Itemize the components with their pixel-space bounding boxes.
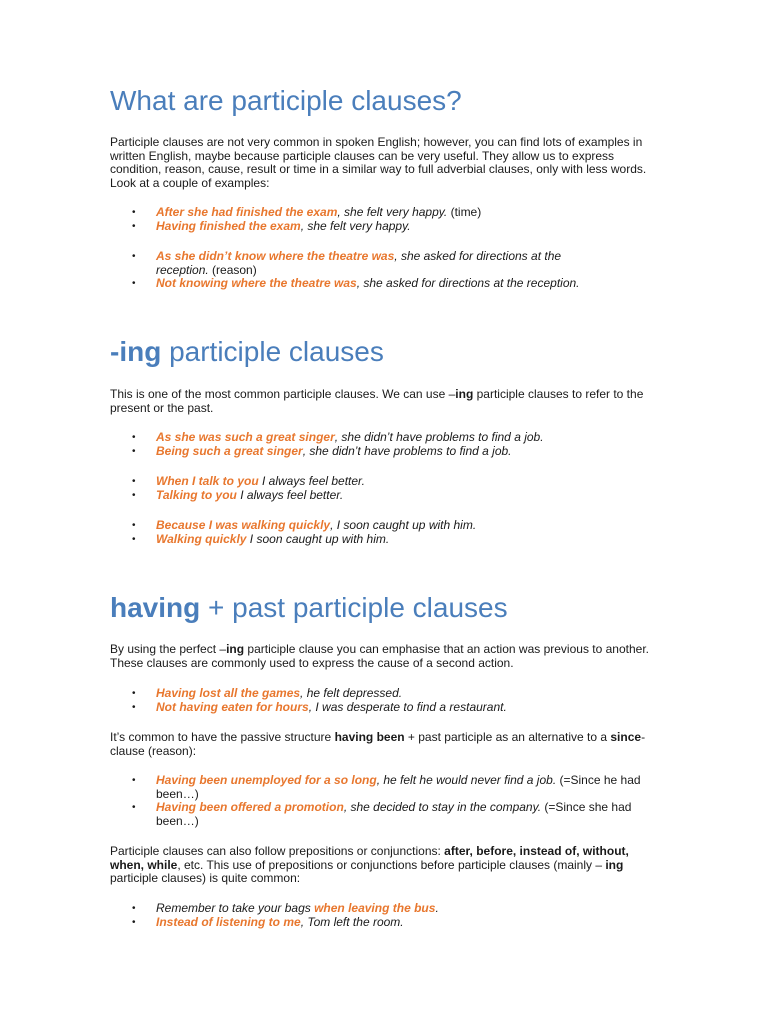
heading-rest: + past participle clauses xyxy=(200,592,508,623)
sentence-rest: I soon caught up with him. xyxy=(246,531,390,546)
bullet-icon: • xyxy=(132,489,136,501)
list-item xyxy=(110,701,662,715)
example-list-prepositions xyxy=(110,902,662,929)
prepositions-paragraph xyxy=(110,845,650,886)
bullet-icon: • xyxy=(132,207,136,218)
bullet-icon: • xyxy=(132,445,136,457)
note: (reason) xyxy=(208,262,257,277)
bold-text: ing xyxy=(605,857,624,872)
highlighted-clause: After she had finished the exam xyxy=(156,205,338,219)
highlighted-clause: when leaving the bus xyxy=(314,901,436,915)
list-item xyxy=(110,206,662,220)
example-list-having xyxy=(110,687,662,714)
example-list-walk xyxy=(110,519,662,546)
highlighted-clause: Having been offered a promotion xyxy=(156,800,344,814)
text: participle clause you can emphasise that an action was previous to another. These clauses are commonly used to express the cause of a second action. xyxy=(110,642,649,670)
example-list-reason-2 xyxy=(110,277,662,291)
heading-ing-participle-clauses xyxy=(110,337,384,368)
sentence-rest: , she asked for directions at the reception. xyxy=(156,249,562,277)
bullet-icon: • xyxy=(132,278,136,289)
bullet-icon: • xyxy=(132,701,136,713)
example-list-reason xyxy=(110,250,580,277)
bullet-icon: • xyxy=(132,520,136,531)
bullet-icon: • xyxy=(132,688,136,699)
heading-rest: participle clauses xyxy=(161,336,384,367)
sentence-rest: I always feel better. xyxy=(258,474,365,488)
list-item xyxy=(110,916,662,930)
heading-participle-clauses: What are participle clauses? xyxy=(110,85,462,116)
highlighted-clause: Walking quickly xyxy=(156,531,247,546)
bullet-icon: • xyxy=(132,775,136,786)
heading-bold: having xyxy=(110,592,201,623)
list-item xyxy=(110,519,662,533)
text: Participle clauses can also follow prepositions or conjunctions: xyxy=(110,844,445,858)
bullet-icon: • xyxy=(132,220,136,232)
highlighted-clause: Not knowing where the theatre was xyxy=(156,276,357,290)
text: + past participle as an alternative to a xyxy=(404,730,611,744)
highlighted-clause: Because I was walking quickly xyxy=(156,518,331,532)
list-item xyxy=(110,774,662,801)
bullet-icon: • xyxy=(132,432,136,443)
text: -clause (reason): xyxy=(110,730,646,758)
bold-text: since xyxy=(610,730,642,744)
sentence-rest: I always feel better. xyxy=(236,487,344,502)
example-list-talk xyxy=(110,475,662,502)
list-item xyxy=(110,250,580,277)
highlighted-clause: As she was such a great singer xyxy=(156,430,335,444)
list-item xyxy=(110,431,662,445)
list-item xyxy=(110,489,662,503)
sentence-rest: , she asked for directions at the reception. xyxy=(356,276,580,290)
highlighted-clause: Having finished the exam xyxy=(156,218,301,233)
list-item xyxy=(110,687,662,701)
highlighted-clause: As she didn’t know where the theatre was xyxy=(156,249,395,263)
bold-text: after, before, instead of, without, when, while xyxy=(110,844,629,872)
bullet-icon: • xyxy=(132,916,136,928)
note: (time) xyxy=(447,205,482,219)
note: (=Since she had been…) xyxy=(156,800,632,828)
bullet-icon: • xyxy=(132,533,136,545)
sentence-rest: . xyxy=(435,901,439,915)
note: (=Since he had been…) xyxy=(156,773,641,801)
highlighted-clause: When I talk to you xyxy=(156,474,259,488)
intro-paragraph: Participle clauses are not very common in spoken English; however, you can find lots of examples in written English, maybe because participle clauses can be very useful. They allow us to express condition, reason, cause, result or time in a similar way to full adverbial clauses, only with less words. Look at a couple of examples: xyxy=(110,135,647,190)
sentence-rest: , I soon caught up with him. xyxy=(330,518,477,532)
list-item xyxy=(110,801,662,828)
passive-paragraph xyxy=(110,731,662,758)
example-list-time xyxy=(110,206,662,233)
list-item xyxy=(110,445,662,459)
sentence-rest: , she didn’t have problems to find a job. xyxy=(334,430,544,444)
example-list-passive xyxy=(110,774,662,828)
text: participle clauses to refer to the present or the past. xyxy=(110,387,644,415)
list-item xyxy=(110,277,662,291)
bullet-icon: • xyxy=(132,903,136,914)
sentence-rest: , he felt depressed. xyxy=(300,686,403,700)
example-list-singer xyxy=(110,431,662,458)
sentence-rest: , she decided to stay in the company. xyxy=(343,800,542,814)
text: It’s common to have the passive structure xyxy=(110,730,335,744)
text: , etc. This use of prepositions or conjunctions before participle clauses (mainly – xyxy=(177,857,606,872)
sentence-rest: , she felt very happy. xyxy=(337,205,448,219)
text: By using the perfect – xyxy=(110,642,227,656)
highlighted-clause: Talking to you xyxy=(156,487,237,502)
sentence-rest: Remember to take your bags xyxy=(156,901,315,915)
highlighted-clause: Having lost all the games xyxy=(156,686,301,700)
list-item xyxy=(110,533,662,547)
sentence-rest: , she didn’t have problems to find a job. xyxy=(302,443,512,458)
bullet-icon: • xyxy=(132,802,136,813)
highlighted-clause: Being such a great singer xyxy=(156,443,303,458)
sentence-rest: , Tom left the room. xyxy=(300,914,404,929)
bold-text: ing xyxy=(455,387,474,401)
bullet-icon: • xyxy=(132,251,136,262)
list-item xyxy=(110,902,662,916)
sentence-rest: , she felt very happy. xyxy=(300,218,411,233)
sentence-rest: , he felt he would never find a job. xyxy=(376,773,557,787)
having-intro-paragraph xyxy=(110,643,662,670)
ing-intro-paragraph xyxy=(110,388,662,415)
highlighted-clause: Instead of listening to me xyxy=(156,914,301,929)
highlighted-clause: Not having eaten for hours xyxy=(156,699,309,714)
bold-text: having been xyxy=(334,730,405,744)
bullet-icon: • xyxy=(132,476,136,487)
bold-text: ing xyxy=(226,642,245,656)
text: participle clauses) is quite common: xyxy=(110,871,301,885)
heading-having-past-participle xyxy=(110,593,508,624)
heading-bold: -ing xyxy=(110,336,162,367)
highlighted-clause: Having been unemployed for a so long xyxy=(156,773,377,787)
list-item xyxy=(110,220,662,234)
text: This is one of the most common participle clauses. We can use – xyxy=(110,387,456,401)
list-item xyxy=(110,475,662,489)
sentence-rest: , I was desperate to find a restaurant. xyxy=(308,699,507,714)
